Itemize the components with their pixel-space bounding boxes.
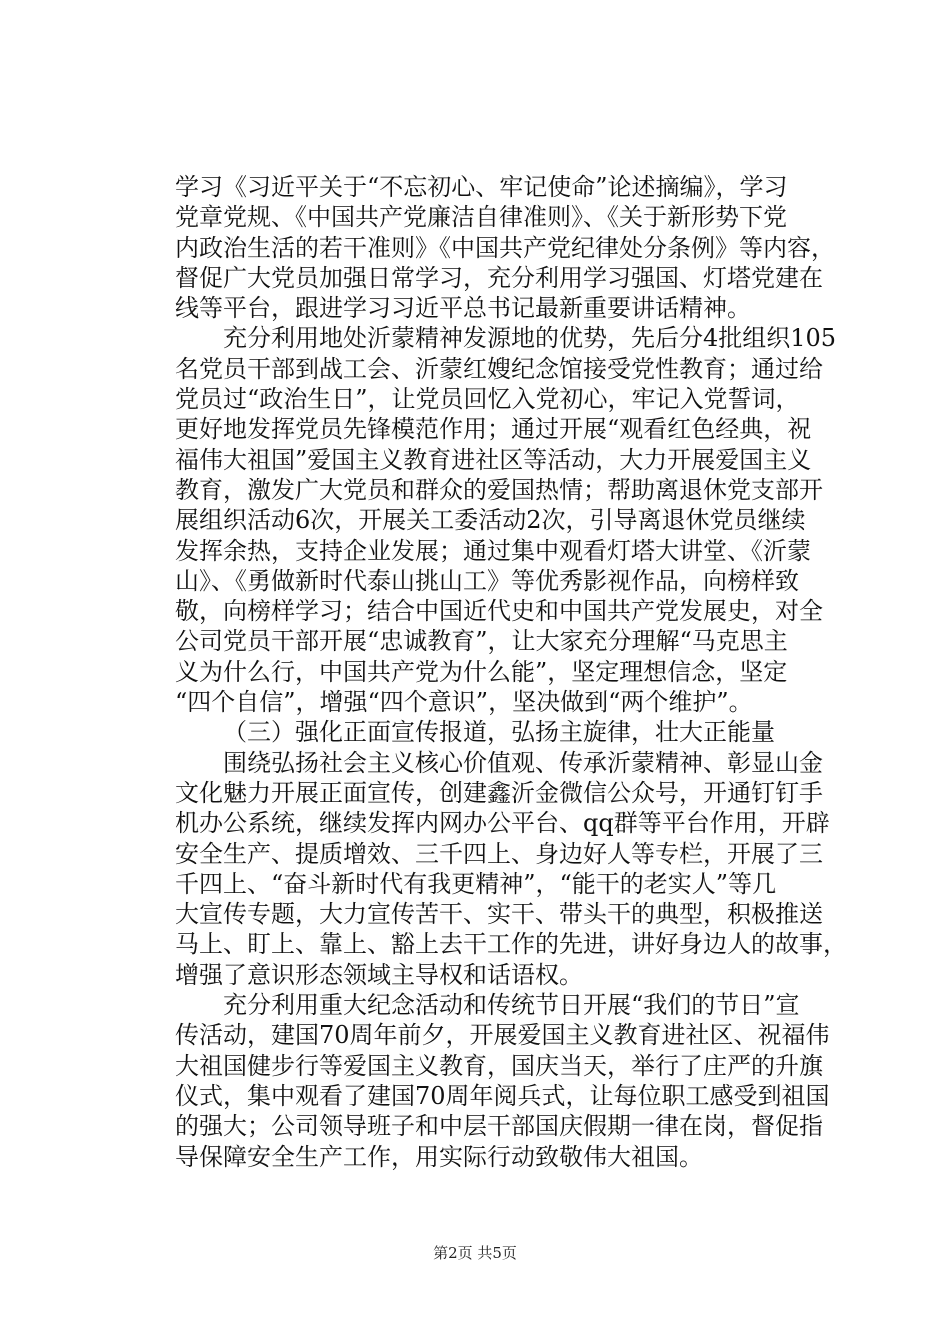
text-line: 党员过“政治生日”，让党员回忆入党初心，牢记入党誓词， <box>175 385 800 414</box>
text-line: 大宣传专题，大力宣传苦干、实干、带头干的典型，积极推送 <box>175 900 823 929</box>
text-line: “四个自信”，增强“四个意识”，坚决做到“两个维护”。 <box>175 688 753 717</box>
text-line: 福伟大祖国”爱国主义教育进社区等活动，大力开展爱国主义 <box>175 445 812 474</box>
text-line: 传活动，建国70周年前夕，开展爱国主义教育进社区、祝福伟 <box>175 1021 830 1050</box>
text-line: 文化魅力开展正面宣传，创建鑫沂金微信公众号，开通钉钉手 <box>175 778 823 807</box>
page-number-footer: 第2页 共5页 <box>433 1244 517 1262</box>
text-line: 内政治生活的若干准则》《中国共产党纪律处分条例》等内容， <box>175 233 835 262</box>
text-line: 导保障安全生产工作，用实际行动致敬伟大祖国。 <box>175 1142 703 1171</box>
text-line: 名党员干部到战工会、沂蒙红嫂纪念馆接受党性教育；通过给 <box>175 354 823 383</box>
text-line: 展组织活动6次，开展关工委活动2次，引导离退休党员继续 <box>175 506 806 535</box>
text-line: 发挥余热，支持企业发展；通过集中观看灯塔大讲堂、《沂蒙 <box>175 536 811 565</box>
text-line: 大祖国健步行等爱国主义教育，国庆当天，举行了庄严的升旗 <box>175 1051 823 1080</box>
text-line: 山》、《勇做新时代泰山挑山工》等优秀影视作品，向榜样致 <box>175 566 799 595</box>
paragraph-first-line: 充分利用重大纪念活动和传统节日开展“我们的节日”宣 <box>223 991 800 1020</box>
text-line: 马上、盯上、靠上、豁上去干工作的先进，讲好身边人的故事， <box>175 930 847 959</box>
text-line: 党章党规、《中国共产党廉洁自律准则》、《关于新形势下党 <box>175 203 787 232</box>
text-line: 增强了意识形态领域主导权和话语权。 <box>175 960 583 989</box>
text-line: 安全生产、提质增效、三千四上、身边好人等专栏，开展了三 <box>175 839 823 868</box>
paragraph-first-line: 充分利用地处沂蒙精神发源地的优势，先后分4批组织105 <box>223 324 837 353</box>
body-text <box>175 172 847 1172</box>
text-line: 的强大；公司领导班子和中层干部国庆假期一律在岗，督促指 <box>175 1112 823 1141</box>
text-line: 敬，向榜样学习；结合中国近代史和中国共产党发展史，对全 <box>175 597 823 626</box>
text-line: 学习《习近平关于“不忘初心、牢记使命”论述摘编》，学习 <box>175 173 788 201</box>
text-line: 线等平台，跟进学习习近平总书记最新重要讲话精神。 <box>175 294 751 323</box>
text-line: 教育，激发广大党员和群众的爱国热情；帮助离退休党支部开 <box>175 475 823 504</box>
text-line: 更好地发挥党员先锋模范作用；通过开展“观看红色经典，祝 <box>175 415 812 444</box>
paragraph-first-line: 围绕弘扬社会主义核心价值观、传承沂蒙精神、彰显山金 <box>223 748 823 777</box>
text-line: 千四上、“奋斗新时代有我更精神”，“能干的老实人”等几 <box>175 869 777 898</box>
text-line: 仪式，集中观看了建国70周年阅兵式，让每位职工感受到祖国 <box>175 1081 830 1110</box>
text-line: 机办公系统，继续发挥内网办公平台、qq群等平台作用，开辟 <box>175 809 830 838</box>
section-heading: （三）强化正面宣传报道，弘扬主旋律，壮大正能量 <box>223 718 775 747</box>
text-line: 公司党员干部开展“忠诚教育”，让大家充分理解“马克思主 <box>175 627 788 656</box>
text-line: 督促广大党员加强日常学习，充分利用学习强国、灯塔党建在 <box>175 263 823 292</box>
text-line: 义为什么行，中国共产党为什么能”，坚定理想信念，坚定 <box>175 657 788 686</box>
